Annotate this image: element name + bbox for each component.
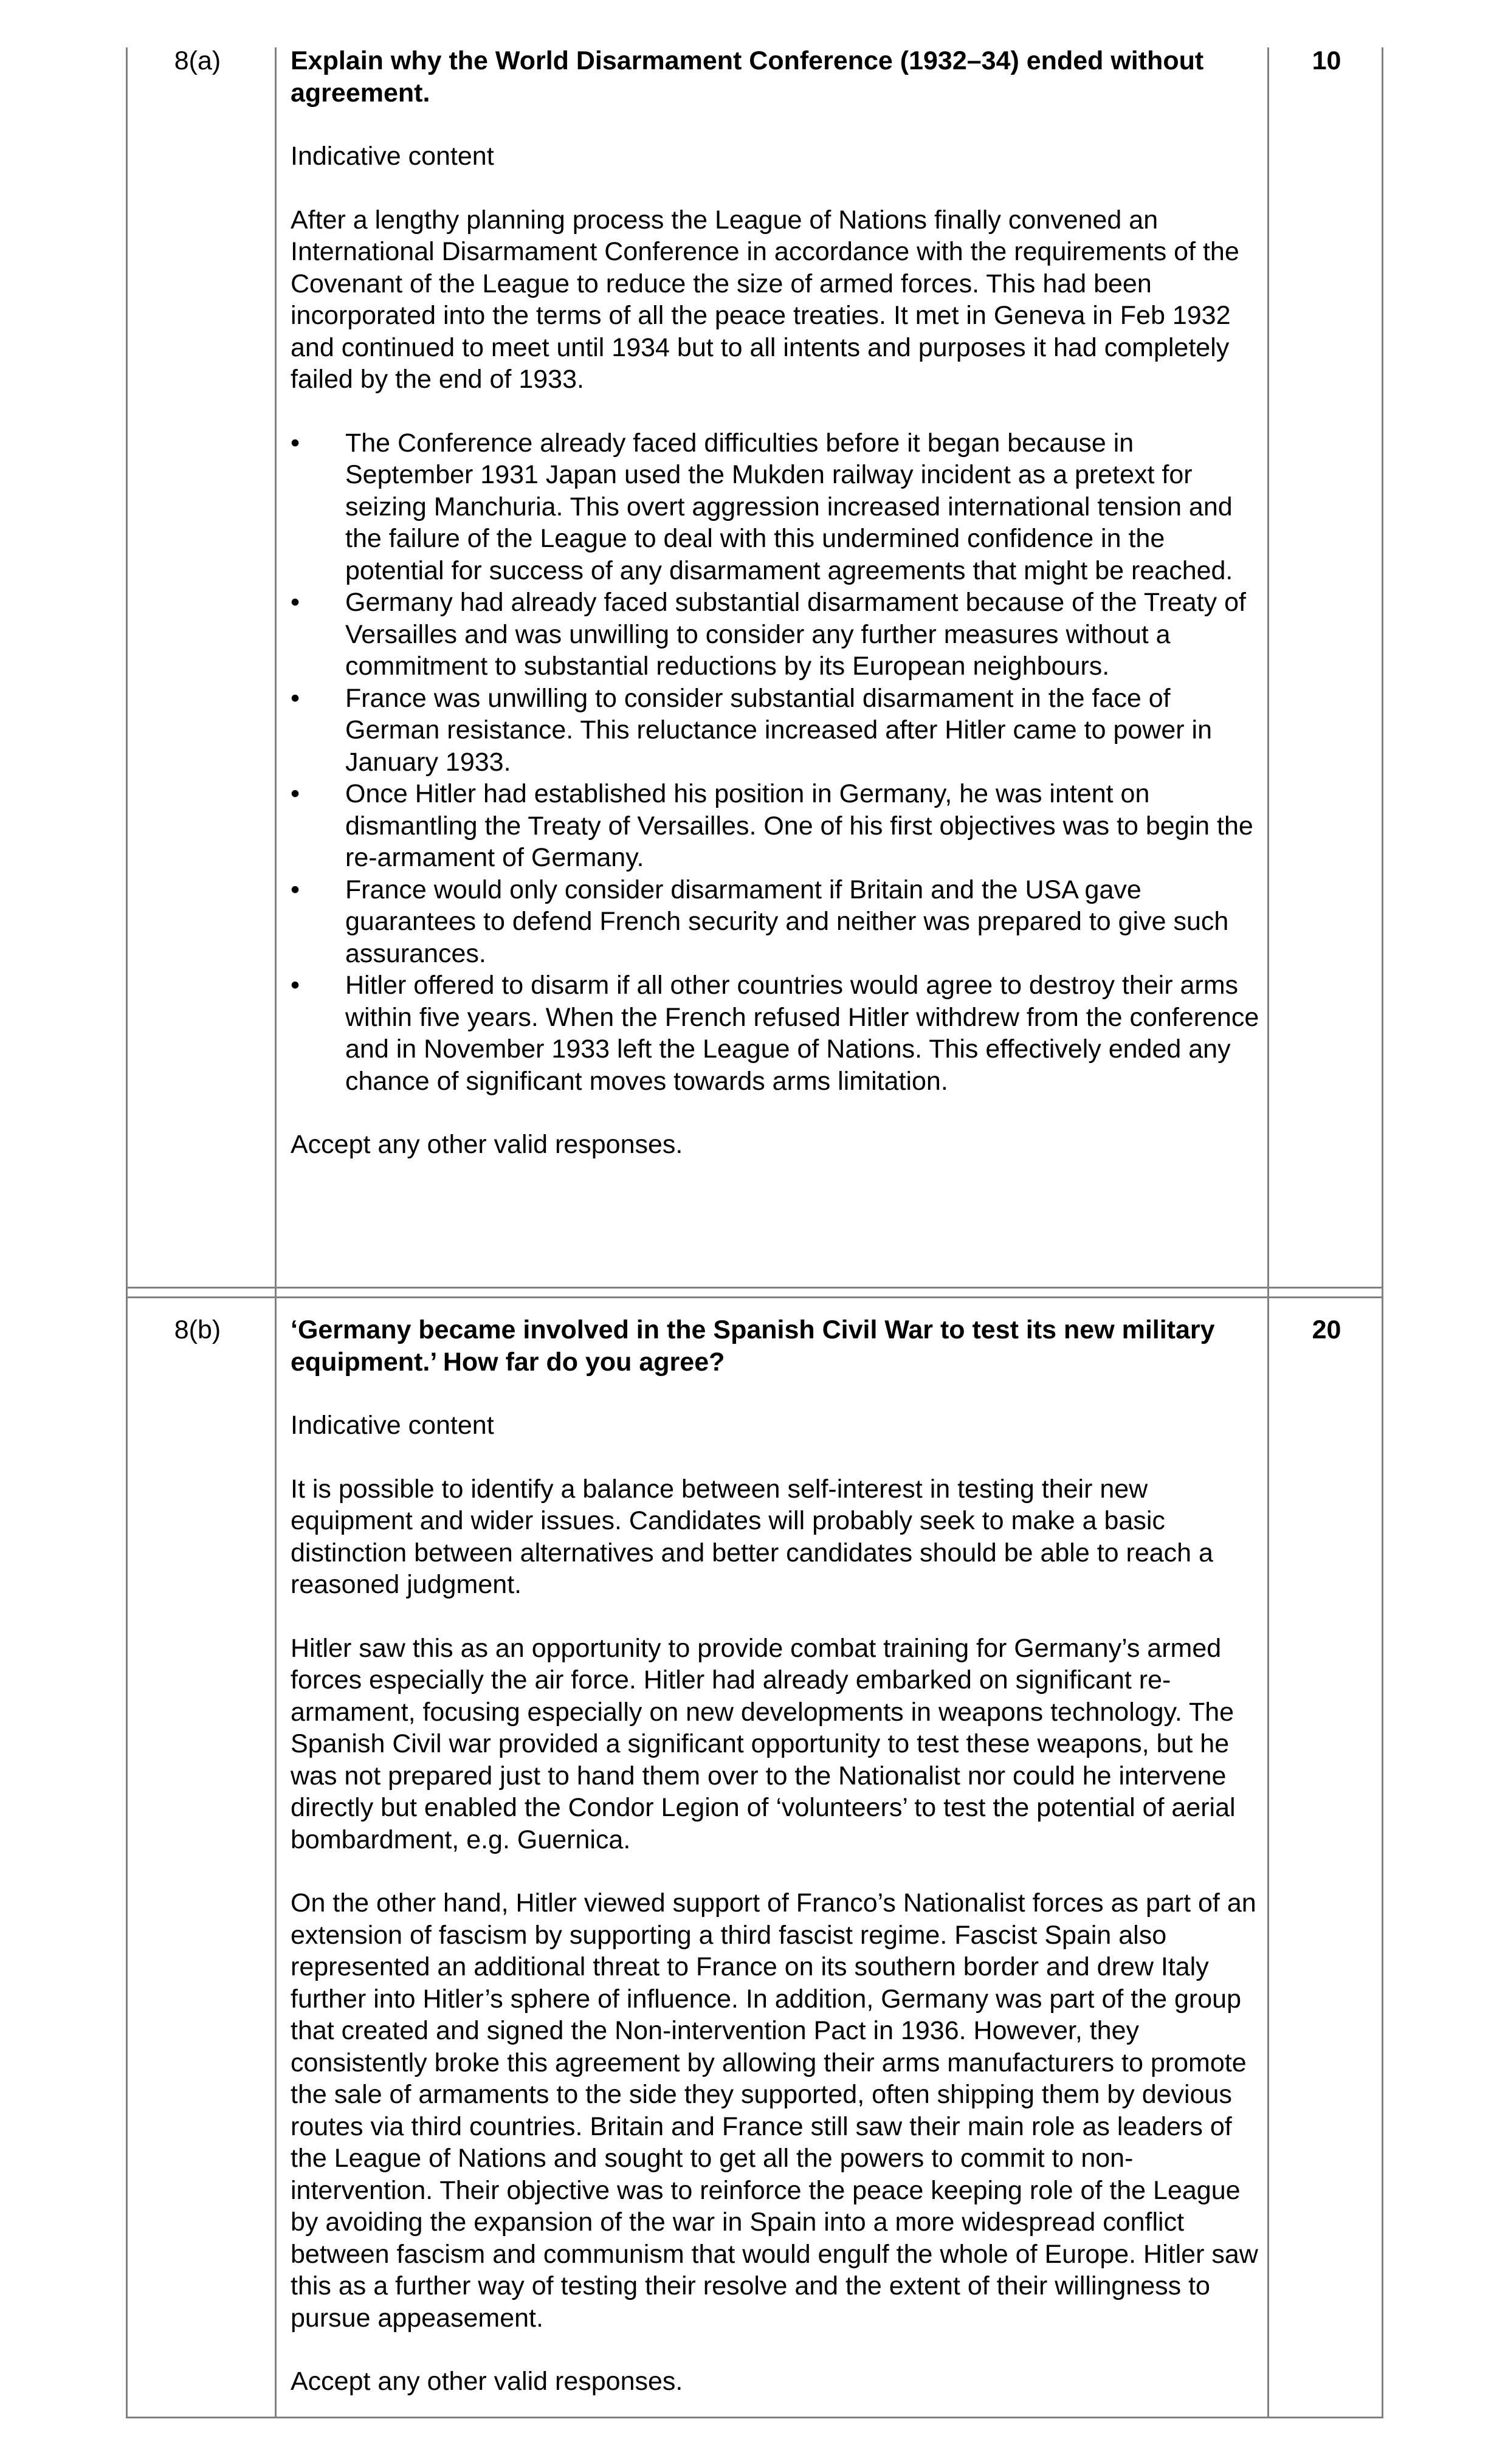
bullet-text: Once Hitler had established his position in Germany, he was intent on dismantling the Treaty of Versailles. One of his first objectives was to begin the re-armament of Germany. [345,779,1253,872]
row-divider-bottom [126,1296,1383,1298]
table-border-right [1382,47,1383,2418]
table-border-left [126,47,128,2418]
bullet-item [291,427,1263,587]
indicative-content-label: Indicative content [291,142,494,171]
paragraph: It is possible to identify a balance between self-interest in testing their new equipment and wider issues. Candidates will probably seek to make a basic distinction between alternatives and better candidates should be able to reach a reasoned judgment. [291,1474,1213,1599]
question-content [291,1314,1263,2429]
row-divider-top [126,1287,1383,1289]
bullet-item [291,969,1263,1097]
table-column-divider-right [1267,47,1269,2418]
table-column-divider-left [275,47,277,2418]
question-text: ‘Germany became involved in the Spanish Civil War to test its new military equipment.’ How far do you agree? [291,1315,1215,1377]
question-text: Explain why the World Disarmament Conference (1932–34) ended without agreement. [291,46,1204,108]
question-marks: 20 [1312,1315,1341,1344]
paragraph: On the other hand, Hitler viewed support of Franco’s Nationalist forces as part of an extension of fascism by supporting a third fascist regime. Fascist Spain also represented an additional threat to France on its southern border and drew Italy further into Hitler’s sphere of influence. In addition, Germany was part of the group that created and signed the Non-intervention Pact in 1936. However, they consistently broke this agreement by allowing their arms manufacturers to promote the sale of armaments to the side they supported, often shipping them by devious routes via third countries. Britain and France still saw their main role as leaders of the League of Nations and sought to get all the powers to commit to non-intervention. Their objective was to reinforce the peace keeping role of the League by avoiding the expansion of the war in Spain into a more widespread conflict between fascism and communism that would engulf the whole of Europe. Hitler saw this as a further way of testing their resolve and the extent of their willingness to pursue appeasement. [291,1888,1258,2333]
paragraph: After a lengthy planning process the League of Nations finally convened an International Disarmament Conference in accordance with the requirements of the Covenant of the League to reduce the size of armed forces. This had been incorporated into the terms of all the peace treaties. It met in Geneva in Feb 1932 and continued to meet until 1934 but to all intents and purposes it had completely failed by the end of 1933. [291,205,1239,394]
bullet-text: The Conference already faced difficulties before it began because in September 1931 Japan used the Mukden railway incident as a pretext for seizing Manchuria. This overt aggression increased international tension and the failure of the League to deal with this undermined confidence in the potential for success of any disarmament agreements that might be reached. [345,428,1233,585]
closing-note: Accept any other valid responses. [291,1130,683,1159]
bullet-text: Germany had already faced substantial disarmament because of the Treaty of Versailles and was unwilling to consider any further measures without a commitment to substantial reductions by its European neighbours. [345,588,1246,681]
bullet-text: France was unwilling to consider substantial disarmament in the face of German resistance. This reluctance increased after Hitler came to power in January 1933. [345,683,1212,777]
bullet-icon: • [291,683,300,713]
bullet-item [291,683,1263,779]
question-marks: 10 [1312,46,1341,75]
bullet-icon: • [291,428,300,458]
bullet-icon: • [291,588,300,617]
bullet-text: France would only consider disarmament if Britain and the USA gave guarantees to defend French security and neither was prepared to give such assurances. [345,875,1229,968]
indicative-content-label: Indicative content [291,1411,494,1440]
question-number: 8(a) [174,46,221,75]
bullet-icon: • [291,971,300,1000]
closing-note: Accept any other valid responses. [291,2367,683,2396]
paragraph: Hitler saw this as an opportunity to provide combat training for Germany’s armed forces especially the air force. Hitler had already embarked on significant re-armament, focusing especially on new developments in weapons technology. The Spanish Civil war provided a significant opportunity to test these weapons, but he was not prepared just to hand them over to the Nationalist nor could he intervene directly but enabled the Condor Legion of ‘volunteers’ to test the potential of aerial bombardment, e.g. Guernica. [291,1633,1236,1854]
bullet-icon: • [291,875,300,904]
bullet-item [291,587,1263,683]
question-content [291,45,1263,1192]
bullet-icon: • [291,779,300,808]
bullet-item [291,874,1263,970]
question-number: 8(b) [174,1315,221,1344]
bullet-text: Hitler offered to disarm if all other countries would agree to destroy their arms within five years. When the French refused Hitler withdrew from the conference and in November 1933 left the League of Nations. This effectively ended any chance of significant moves towards arms limitation. [345,971,1259,1096]
bullet-list [291,427,1263,1098]
bullet-item [291,778,1263,874]
